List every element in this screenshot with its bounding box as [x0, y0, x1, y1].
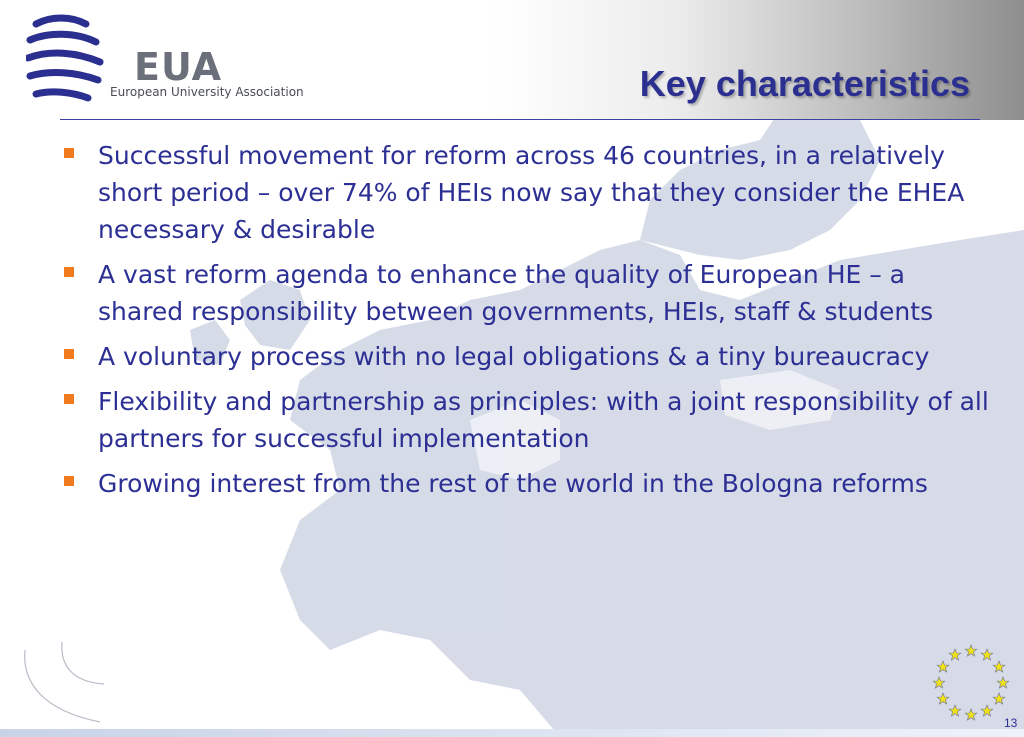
eua-logo [26, 12, 316, 117]
slide-title: Key characteristics [639, 63, 970, 104]
bullet-text: Successful movement for reform across 46 countries, in a relatively short period – over 74% of HEIs now say that they consider the EHEA necessary & desirable [98, 141, 965, 244]
decorative-curves [0, 640, 130, 730]
bullet-text: Growing interest from the rest of the world in the Bologna reforms [98, 469, 928, 498]
square-bullet-icon [64, 349, 74, 359]
eua-globe-icon [26, 12, 106, 112]
logo-acronym: EUA [134, 45, 223, 89]
page-number: 13 [1004, 716, 1018, 730]
eu-stars-icon [924, 643, 1018, 727]
bullet-item [60, 383, 990, 457]
square-bullet-icon [64, 267, 74, 277]
bullet-item [60, 465, 990, 502]
bullet-list [60, 137, 990, 510]
bullet-text: A voluntary process with no legal obligations & a tiny bureaucracy [98, 342, 930, 371]
square-bullet-icon [64, 476, 74, 486]
header-divider [60, 119, 980, 120]
bullet-item [60, 137, 990, 248]
bullet-text: A vast reform agenda to enhance the quality of European HE – a shared responsibility between governments, HEIs, staff & students [98, 260, 934, 326]
bullet-item [60, 256, 990, 330]
logo-full-name: European University Association [110, 85, 304, 99]
square-bullet-icon [64, 394, 74, 404]
square-bullet-icon [64, 148, 74, 158]
bullet-text: Flexibility and partnership as principles: with a joint responsibility of all partners for successful implementation [98, 387, 989, 453]
bullet-item [60, 338, 990, 375]
footer-band [0, 729, 1024, 737]
